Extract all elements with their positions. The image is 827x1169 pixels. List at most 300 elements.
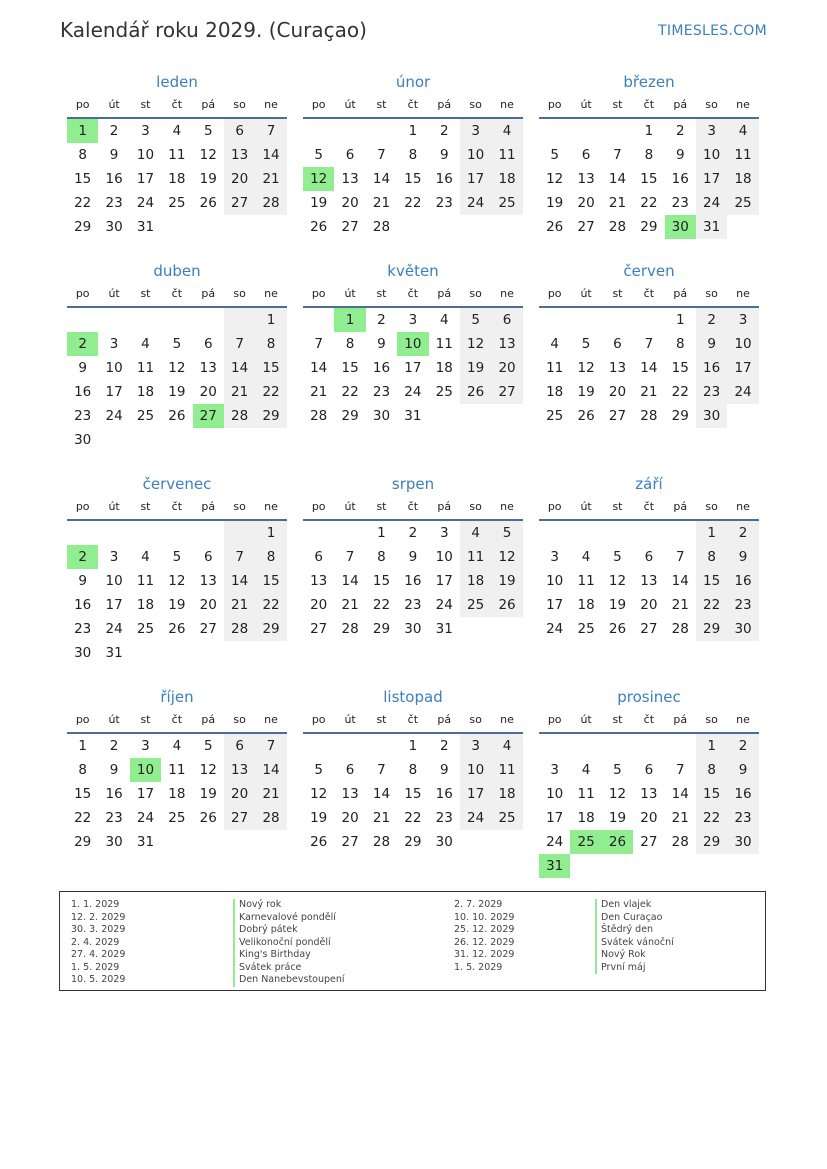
empty-cell bbox=[193, 830, 224, 854]
day-cell: 12 bbox=[608, 573, 627, 589]
day-cell: 27 bbox=[640, 834, 658, 850]
day-cell: 19 bbox=[608, 597, 627, 613]
weekday-label: pá bbox=[673, 287, 688, 300]
weekday-label: st bbox=[612, 713, 623, 726]
month-name: srpen bbox=[391, 475, 435, 493]
day-cell: 17 bbox=[460, 782, 491, 806]
day-cell: 28 bbox=[640, 408, 658, 424]
weekday-label: ne bbox=[736, 713, 750, 726]
week-row bbox=[67, 617, 287, 641]
day-cell: 1 bbox=[255, 308, 286, 332]
day-cell: 6 bbox=[581, 147, 591, 163]
weekday-header bbox=[303, 708, 523, 734]
week-row bbox=[303, 830, 523, 854]
day-cell: 25 bbox=[577, 621, 595, 637]
day-cell: 19 bbox=[608, 810, 627, 826]
day-cell: 31 bbox=[136, 834, 155, 850]
week-row bbox=[539, 830, 759, 854]
week-row bbox=[539, 593, 759, 617]
month-1 bbox=[67, 71, 287, 239]
weekday-label: ne bbox=[500, 713, 514, 726]
week-row bbox=[539, 758, 759, 782]
day-cell: 14 bbox=[255, 143, 286, 167]
day-cell: 15 bbox=[74, 171, 92, 187]
holiday-name: Nový rok bbox=[233, 899, 345, 912]
week-row bbox=[67, 143, 287, 167]
day-cell: 22 bbox=[640, 195, 658, 211]
day-cell: 16 bbox=[105, 171, 123, 187]
week-row bbox=[539, 380, 759, 404]
day-cell: 11 bbox=[491, 143, 522, 167]
day-cell: 6 bbox=[613, 336, 622, 352]
weekday-label: ne bbox=[736, 98, 750, 111]
day-cell: 15 bbox=[372, 573, 391, 589]
day-cell: 7 bbox=[377, 147, 386, 163]
day-cell: 13 bbox=[199, 573, 217, 589]
day-cell: 23 bbox=[671, 195, 689, 211]
day-cell: 11 bbox=[460, 545, 491, 569]
week-row bbox=[539, 143, 759, 167]
weekday-header bbox=[303, 282, 523, 308]
day-cell: 30 bbox=[727, 830, 758, 854]
day-cell: 3 bbox=[141, 123, 150, 139]
day-cell: 22 bbox=[74, 195, 92, 211]
day-cell: 26 bbox=[577, 408, 595, 424]
weekday-label: po bbox=[311, 713, 326, 726]
day-cell: 9 bbox=[109, 762, 119, 778]
day-cell: 2 bbox=[109, 123, 119, 139]
day-cell: 7 bbox=[255, 734, 286, 758]
weekday-label: so bbox=[469, 287, 482, 300]
day-cell: 25 bbox=[136, 408, 155, 424]
day-cell: 9 bbox=[439, 147, 449, 163]
month-5 bbox=[303, 260, 523, 428]
day-cell: 24 bbox=[136, 195, 155, 211]
empty-cell bbox=[539, 734, 570, 758]
empty-cell bbox=[491, 215, 522, 239]
empty-cell bbox=[98, 521, 129, 545]
day-cell: 13 bbox=[199, 360, 217, 376]
weekday-label: st bbox=[612, 287, 623, 300]
day-cell: 20 bbox=[491, 356, 522, 380]
day-cell: 16 bbox=[404, 573, 422, 589]
day-cell: 13 bbox=[608, 360, 627, 376]
holiday-name: Nový Rok bbox=[595, 949, 674, 962]
day-cell: 29 bbox=[696, 617, 727, 641]
day-cell: 10 bbox=[546, 573, 564, 589]
day-cell: 11 bbox=[168, 147, 186, 163]
weekday-label: út bbox=[344, 287, 356, 300]
day-cell: 26 bbox=[608, 621, 627, 637]
empty-cell bbox=[224, 308, 255, 332]
day-cell: 5 bbox=[613, 762, 622, 778]
day-cell: 26 bbox=[310, 219, 328, 235]
day-cell: 6 bbox=[203, 549, 213, 565]
day-cell: 13 bbox=[491, 332, 522, 356]
day-cell: 27 bbox=[224, 191, 255, 215]
day-cell: 18 bbox=[491, 167, 522, 191]
day-cell: 21 bbox=[255, 167, 286, 191]
day-cell: 9 bbox=[78, 573, 87, 589]
day-cell: 17 bbox=[105, 597, 123, 613]
day-cell: 10 bbox=[136, 147, 155, 163]
empty-cell bbox=[193, 428, 224, 452]
day-cell: 8 bbox=[255, 332, 286, 356]
weekday-header bbox=[539, 282, 759, 308]
day-cell: 9 bbox=[408, 549, 418, 565]
empty-cell bbox=[633, 734, 664, 758]
day-cell: 24 bbox=[727, 380, 758, 404]
weekday-label: so bbox=[469, 98, 482, 111]
day-cell: 30 bbox=[404, 621, 422, 637]
day-cell: 31 bbox=[696, 215, 727, 239]
holiday-legend bbox=[59, 891, 766, 991]
empty-cell bbox=[570, 119, 601, 143]
day-cell: 24 bbox=[136, 810, 155, 826]
weekday-label: so bbox=[705, 713, 718, 726]
day-cell: 9 bbox=[439, 762, 449, 778]
day-cell: 1 bbox=[696, 734, 727, 758]
day-cell: 1 bbox=[377, 525, 386, 541]
day-cell: 3 bbox=[109, 336, 119, 352]
day-cell: 4 bbox=[172, 738, 182, 754]
day-cell: 30 bbox=[105, 834, 123, 850]
empty-cell bbox=[161, 215, 192, 239]
weekday-label: čt bbox=[407, 287, 419, 300]
weekday-label: út bbox=[108, 713, 120, 726]
day-cell: 22 bbox=[255, 380, 286, 404]
holiday-name: Karnevalové pondělí bbox=[233, 912, 345, 925]
day-cell: 17 bbox=[696, 167, 727, 191]
day-cell: 18 bbox=[460, 569, 491, 593]
day-cell: 21 bbox=[671, 597, 689, 613]
day-cell: 17 bbox=[404, 360, 422, 376]
empty-cell bbox=[161, 521, 192, 545]
day-cell: 10 bbox=[105, 573, 123, 589]
weekday-label: po bbox=[311, 98, 326, 111]
day-cell: 20 bbox=[577, 195, 595, 211]
week-row bbox=[539, 569, 759, 593]
day-cell: 4 bbox=[581, 549, 591, 565]
empty-cell bbox=[98, 428, 129, 452]
day-cell: 17 bbox=[136, 786, 155, 802]
weekday-label: út bbox=[344, 98, 356, 111]
day-cell: 11 bbox=[136, 360, 155, 376]
day-cell: 5 bbox=[172, 549, 182, 565]
week-row bbox=[303, 119, 523, 143]
day-cell: 25 bbox=[136, 621, 155, 637]
day-cell: 25 bbox=[727, 191, 758, 215]
month-name: duben bbox=[153, 262, 201, 280]
day-cell: 7 bbox=[644, 336, 654, 352]
holiday-name: Svátek práce bbox=[233, 962, 345, 975]
empty-cell bbox=[366, 119, 397, 143]
empty-cell bbox=[334, 734, 365, 758]
day-cell: 17 bbox=[546, 597, 564, 613]
weekday-label: st bbox=[376, 500, 387, 513]
week-row bbox=[303, 308, 523, 332]
day-cell: 30 bbox=[372, 408, 391, 424]
week-row bbox=[67, 521, 287, 545]
day-cell: 28 bbox=[608, 219, 627, 235]
weekday-label: ne bbox=[264, 287, 278, 300]
day-cell: 13 bbox=[640, 786, 658, 802]
weekday-label: pá bbox=[673, 500, 688, 513]
day-cell: 17 bbox=[727, 356, 758, 380]
empty-cell bbox=[255, 215, 286, 239]
day-cell: 11 bbox=[435, 336, 453, 352]
month-2 bbox=[303, 71, 523, 239]
weekday-header bbox=[67, 93, 287, 119]
day-cell: 16 bbox=[74, 597, 92, 613]
empty-cell bbox=[224, 215, 255, 239]
weekday-label: ne bbox=[264, 98, 278, 111]
weekday-label: so bbox=[705, 98, 718, 111]
day-cell: 24 bbox=[696, 191, 727, 215]
day-cell: 10 bbox=[130, 758, 161, 782]
week-row bbox=[67, 641, 287, 665]
day-cell: 25 bbox=[460, 593, 491, 617]
day-cell: 26 bbox=[546, 219, 564, 235]
day-cell: 28 bbox=[255, 191, 286, 215]
day-cell: 16 bbox=[671, 171, 689, 187]
empty-cell bbox=[539, 521, 570, 545]
weekday-label: út bbox=[580, 500, 592, 513]
day-cell: 5 bbox=[314, 147, 323, 163]
empty-cell bbox=[161, 428, 192, 452]
day-cell: 19 bbox=[310, 810, 328, 826]
day-cell: 26 bbox=[199, 810, 217, 826]
day-cell: 14 bbox=[224, 569, 255, 593]
day-cell: 22 bbox=[671, 384, 689, 400]
empty-cell bbox=[161, 308, 192, 332]
empty-cell bbox=[303, 734, 334, 758]
holiday-date: 10. 5. 2029 bbox=[71, 974, 126, 985]
day-cell: 29 bbox=[671, 408, 689, 424]
holiday-date: 2. 7. 2029 bbox=[454, 899, 503, 910]
day-cell: 12 bbox=[168, 573, 186, 589]
week-row bbox=[303, 404, 523, 428]
week-row bbox=[303, 758, 523, 782]
day-cell: 15 bbox=[74, 786, 92, 802]
weekday-label: pá bbox=[201, 500, 216, 513]
weekday-label: út bbox=[344, 713, 356, 726]
month-name: březen bbox=[623, 73, 675, 91]
day-cell: 2 bbox=[109, 738, 119, 754]
weekday-label: st bbox=[140, 713, 151, 726]
day-cell: 23 bbox=[435, 195, 453, 211]
week-row bbox=[539, 806, 759, 830]
holiday-name: Den Nanebevstoupení bbox=[233, 974, 345, 987]
month-name: prosinec bbox=[617, 688, 681, 706]
month-8 bbox=[303, 473, 523, 641]
day-cell: 9 bbox=[696, 332, 727, 356]
weekday-label: st bbox=[140, 500, 151, 513]
day-cell: 8 bbox=[408, 147, 418, 163]
day-cell: 13 bbox=[640, 573, 658, 589]
day-cell: 13 bbox=[341, 786, 359, 802]
day-cell: 23 bbox=[105, 810, 123, 826]
day-cell: 16 bbox=[435, 786, 453, 802]
empty-cell bbox=[727, 404, 758, 428]
month-name: září bbox=[635, 475, 663, 493]
day-cell: 13 bbox=[224, 758, 255, 782]
day-cell: 12 bbox=[608, 786, 627, 802]
empty-cell bbox=[67, 308, 98, 332]
day-cell: 1 bbox=[675, 312, 685, 328]
weekday-label: út bbox=[580, 287, 592, 300]
day-cell: 3 bbox=[109, 549, 119, 565]
week-row bbox=[67, 356, 287, 380]
day-cell: 10 bbox=[460, 758, 491, 782]
weekday-label: po bbox=[547, 500, 562, 513]
day-cell: 12 bbox=[310, 786, 328, 802]
day-cell: 23 bbox=[404, 597, 422, 613]
month-7 bbox=[67, 473, 287, 665]
day-cell: 1 bbox=[334, 308, 365, 332]
month-name: listopad bbox=[383, 688, 443, 706]
legend-right-date-column bbox=[454, 899, 514, 974]
day-cell: 14 bbox=[310, 360, 328, 376]
day-cell: 28 bbox=[310, 408, 328, 424]
day-cell: 3 bbox=[439, 525, 449, 541]
day-cell: 17 bbox=[105, 384, 123, 400]
day-cell: 28 bbox=[224, 617, 255, 641]
day-cell: 21 bbox=[255, 782, 286, 806]
day-cell: 6 bbox=[644, 762, 654, 778]
weekday-label: čt bbox=[643, 500, 655, 513]
day-cell: 21 bbox=[341, 597, 359, 613]
day-cell: 15 bbox=[404, 171, 422, 187]
month-12 bbox=[539, 686, 759, 878]
week-row bbox=[303, 734, 523, 758]
day-cell: 9 bbox=[675, 147, 685, 163]
day-cell: 11 bbox=[727, 143, 758, 167]
day-cell: 12 bbox=[577, 360, 595, 376]
day-cell: 7 bbox=[377, 762, 386, 778]
month-name: únor bbox=[395, 73, 431, 91]
month-9 bbox=[539, 473, 759, 641]
day-cell: 3 bbox=[141, 738, 150, 754]
day-cell: 6 bbox=[345, 762, 355, 778]
week-row bbox=[67, 806, 287, 830]
day-cell: 22 bbox=[696, 806, 727, 830]
empty-cell bbox=[602, 308, 633, 332]
month-4 bbox=[67, 260, 287, 452]
day-cell: 17 bbox=[546, 810, 564, 826]
day-cell: 3 bbox=[550, 549, 559, 565]
day-cell: 29 bbox=[372, 621, 391, 637]
day-cell: 17 bbox=[460, 167, 491, 191]
weekday-label: čt bbox=[643, 287, 655, 300]
weekday-label: so bbox=[233, 98, 246, 111]
day-cell: 4 bbox=[727, 119, 758, 143]
weekday-header bbox=[539, 93, 759, 119]
day-cell: 5 bbox=[172, 336, 182, 352]
day-cell: 24 bbox=[460, 806, 491, 830]
day-cell: 26 bbox=[602, 830, 633, 854]
day-cell: 21 bbox=[310, 384, 328, 400]
day-cell: 25 bbox=[435, 384, 453, 400]
weekday-label: čt bbox=[171, 713, 183, 726]
weekday-header bbox=[303, 495, 523, 521]
day-cell: 28 bbox=[671, 834, 689, 850]
day-cell: 4 bbox=[491, 119, 522, 143]
empty-cell bbox=[255, 428, 286, 452]
week-row bbox=[67, 332, 287, 356]
week-row bbox=[67, 758, 287, 782]
day-cell: 30 bbox=[435, 834, 453, 850]
holiday-date: 2. 4. 2029 bbox=[71, 936, 120, 948]
empty-cell bbox=[429, 404, 460, 428]
day-cell: 19 bbox=[199, 786, 217, 802]
week-row bbox=[303, 191, 523, 215]
empty-cell bbox=[161, 641, 192, 665]
weekday-label: ne bbox=[500, 98, 514, 111]
day-cell: 26 bbox=[491, 593, 522, 617]
weekday-label: st bbox=[376, 98, 387, 111]
day-cell: 2 bbox=[439, 738, 449, 754]
day-cell: 24 bbox=[105, 408, 123, 424]
day-cell: 6 bbox=[345, 147, 355, 163]
day-cell: 7 bbox=[314, 336, 323, 352]
day-cell: 5 bbox=[203, 123, 213, 139]
day-cell: 21 bbox=[372, 195, 391, 211]
empty-cell bbox=[193, 308, 224, 332]
day-cell: 2 bbox=[727, 521, 758, 545]
site-link[interactable]: TIMESLES.COM bbox=[658, 23, 767, 39]
day-cell: 5 bbox=[314, 762, 323, 778]
empty-cell bbox=[130, 641, 161, 665]
day-cell: 12 bbox=[168, 360, 186, 376]
week-row bbox=[303, 167, 523, 191]
weekday-label: po bbox=[75, 287, 90, 300]
weekday-label: po bbox=[75, 500, 90, 513]
empty-cell bbox=[224, 641, 255, 665]
day-cell: 4 bbox=[172, 123, 182, 139]
day-cell: 2 bbox=[727, 734, 758, 758]
day-cell: 14 bbox=[608, 171, 627, 187]
day-cell: 8 bbox=[78, 147, 87, 163]
day-cell: 20 bbox=[310, 597, 328, 613]
day-cell: 19 bbox=[168, 384, 186, 400]
day-cell: 8 bbox=[675, 336, 685, 352]
week-row bbox=[539, 308, 759, 332]
day-cell: 7 bbox=[613, 147, 622, 163]
day-cell: 7 bbox=[255, 119, 286, 143]
weekday-label: pá bbox=[437, 713, 452, 726]
week-row bbox=[67, 215, 287, 239]
month-10 bbox=[67, 686, 287, 854]
empty-cell bbox=[460, 215, 491, 239]
month-name: červenec bbox=[142, 475, 212, 493]
weekday-label: čt bbox=[643, 713, 655, 726]
weekday-label: út bbox=[580, 98, 592, 111]
day-cell: 18 bbox=[577, 597, 595, 613]
day-cell: 15 bbox=[696, 569, 727, 593]
day-cell: 21 bbox=[224, 380, 255, 404]
day-cell: 29 bbox=[74, 219, 92, 235]
day-cell: 28 bbox=[341, 621, 359, 637]
day-cell: 10 bbox=[696, 143, 727, 167]
empty-cell bbox=[460, 830, 491, 854]
day-cell: 30 bbox=[74, 432, 92, 448]
week-row bbox=[67, 782, 287, 806]
week-row bbox=[539, 854, 759, 878]
legend-left-date-column bbox=[71, 899, 125, 987]
weekday-label: st bbox=[140, 287, 151, 300]
week-row bbox=[303, 593, 523, 617]
